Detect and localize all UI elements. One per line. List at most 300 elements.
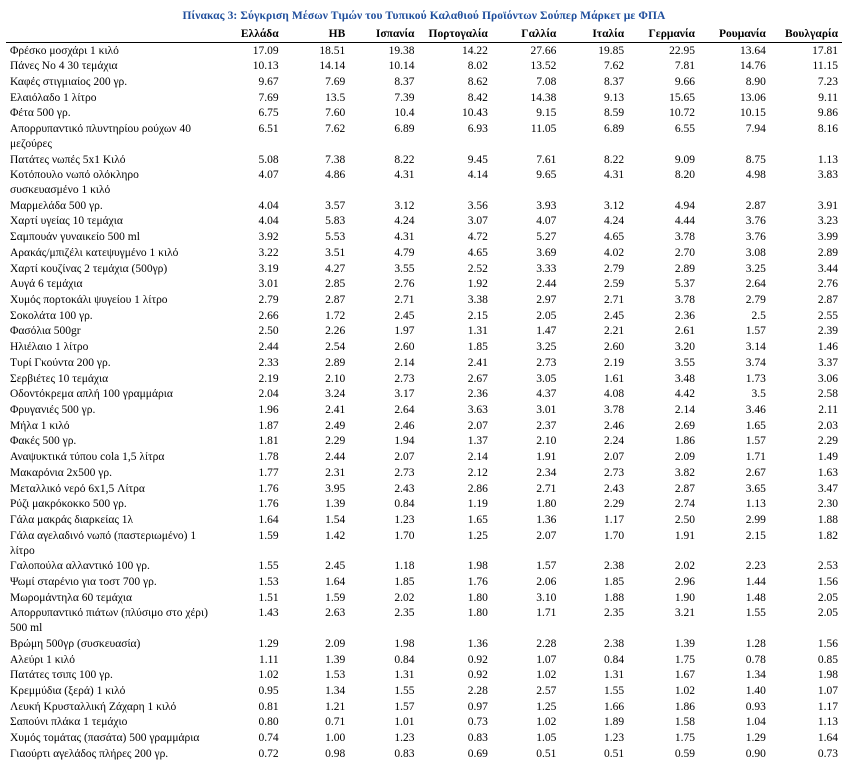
price-cell: 3.69 [492,245,560,261]
price-cell: 5.53 [283,230,350,246]
table-row [6,574,842,590]
price-cell: 1.77 [214,465,283,481]
price-cell: 0.73 [418,715,491,731]
price-cell: 1.71 [699,450,770,466]
price-cell: 2.44 [214,340,283,356]
price-cell: 1.19 [418,497,491,513]
product-name-cell: Αναψυκτικά τύπου cola 1,5 λίτρα [6,450,214,466]
price-cell: 2.85 [283,277,350,293]
price-cell: 2.57 [492,683,560,699]
price-cell: 1.57 [349,699,418,715]
price-cell: 4.44 [628,214,699,230]
price-cell: 1.42 [283,528,350,558]
price-cell: 2.46 [349,418,418,434]
price-cell: 2.14 [349,355,418,371]
product-name-cell: Ψωμί σταρένιο για τοστ 700 γρ. [6,574,214,590]
price-cell: 2.55 [770,308,842,324]
product-name-cell: Γαλοπούλα αλλαντικό 100 γρ. [6,559,214,575]
price-cell: 2.05 [492,308,560,324]
price-cell: 1.80 [492,497,560,513]
price-cell: 1.31 [418,324,491,340]
price-cell: 3.24 [283,387,350,403]
price-cell: 1.44 [699,574,770,590]
price-cell: 8.20 [628,168,699,198]
price-cell: 2.09 [628,450,699,466]
price-cell: 2.19 [214,371,283,387]
price-cell: 3.47 [770,481,842,497]
price-cell: 0.74 [214,731,283,747]
price-cell: 2.41 [283,403,350,419]
price-cell: 2.45 [560,308,628,324]
price-cell: 2.07 [349,450,418,466]
price-cell: 4.08 [560,387,628,403]
price-cell: 2.06 [492,574,560,590]
price-cell: 1.51 [214,590,283,606]
price-cell: 2.71 [560,293,628,309]
price-cell: 1.78 [214,450,283,466]
price-cell: 2.09 [283,636,350,652]
column-header-uk: ΗΒ [283,28,350,43]
price-cell: 2.60 [349,340,418,356]
price-cell: 8.16 [770,122,842,152]
price-cell: 1.34 [699,668,770,684]
price-cell: 1.34 [283,683,350,699]
price-cell: 0.84 [349,652,418,668]
table-body [6,43,842,762]
price-cell: 2.73 [349,465,418,481]
table-row [6,699,842,715]
table-row [6,340,842,356]
price-cell: 2.36 [418,387,491,403]
price-cell: 4.94 [628,198,699,214]
price-cell: 2.15 [418,308,491,324]
price-cell: 2.11 [770,403,842,419]
price-cell: 2.04 [214,387,283,403]
price-cell: 0.69 [418,746,491,762]
price-cell: 2.34 [492,465,560,481]
product-name-cell: Ελαιόλαδο 1 λίτρο [6,90,214,106]
price-cell: 2.87 [770,293,842,309]
price-cell: 14.14 [283,59,350,75]
price-cell: 5.83 [283,214,350,230]
price-cell: 2.53 [770,559,842,575]
price-cell: 1.76 [214,481,283,497]
price-cell: 0.85 [770,652,842,668]
price-cell: 0.83 [418,731,491,747]
price-cell: 2.33 [214,355,283,371]
price-cell: 6.89 [349,122,418,152]
price-cell: 1.56 [770,636,842,652]
price-cell: 1.13 [699,497,770,513]
price-cell: 1.88 [770,513,842,529]
price-cell: 1.18 [349,559,418,575]
price-cell: 1.64 [283,574,350,590]
product-name-cell: Βρώμη 500γρ (συσκευασία) [6,636,214,652]
table-row [6,528,842,558]
price-cell: 6.75 [214,106,283,122]
price-cell: 8.59 [560,106,628,122]
price-cell: 2.86 [418,481,491,497]
price-cell: 3.37 [770,355,842,371]
price-cell: 1.65 [699,418,770,434]
price-cell: 4.31 [560,168,628,198]
price-cell: 11.05 [492,122,560,152]
price-cell: 1.80 [418,606,491,636]
price-cell: 1.85 [560,574,628,590]
price-cell: 2.30 [770,497,842,513]
price-cell: 9.65 [492,168,560,198]
table-row [6,683,842,699]
price-cell: 6.89 [560,122,628,152]
price-cell: 2.37 [492,418,560,434]
price-cell: 2.38 [560,636,628,652]
price-cell: 5.37 [628,277,699,293]
price-cell: 1.36 [418,636,491,652]
price-cell: 2.35 [349,606,418,636]
price-cell: 3.46 [699,403,770,419]
price-cell: 1.29 [699,731,770,747]
price-cell: 1.00 [283,731,350,747]
product-name-cell: Γάλα μακράς διαρκείας 1λ [6,513,214,529]
price-cell: 1.01 [349,715,418,731]
price-cell: 4.04 [214,214,283,230]
page-title: Πίνακας 3: Σύγκριση Μέσων Τιμών του Τυπικού Καλαθιού Προϊόντων Σούπερ Μάρκετ με ΦΠΑ [6,10,842,22]
price-cell: 14.38 [492,90,560,106]
table-row [6,230,842,246]
price-cell: 2.89 [770,245,842,261]
price-cell: 2.07 [418,418,491,434]
price-cell: 19.38 [349,43,418,59]
price-cell: 4.02 [560,245,628,261]
price-cell: 3.93 [492,198,560,214]
price-cell: 2.99 [699,513,770,529]
price-cell: 7.38 [283,152,350,168]
price-cell: 2.46 [560,418,628,434]
price-cell: 1.61 [560,371,628,387]
price-cell: 7.69 [283,74,350,90]
price-cell: 0.81 [214,699,283,715]
column-header-item [6,28,214,43]
table-row [6,513,842,529]
product-name-cell: Χαρτί υγείας 10 τεμάχια [6,214,214,230]
table-row [6,293,842,309]
price-cell: 4.31 [349,168,418,198]
table-row [6,387,842,403]
price-cell: 2.67 [418,371,491,387]
column-header-bulgaria: Βουλγαρία [770,28,842,43]
product-name-cell: Πατάτες τσιπς 100 γρ. [6,668,214,684]
price-cell: 3.91 [770,198,842,214]
price-cell: 1.59 [283,590,350,606]
price-cell: 2.79 [560,261,628,277]
product-name-cell: Ρύζι μακρόκοκκο 500 γρ. [6,497,214,513]
price-cell: 3.12 [349,198,418,214]
column-header-spain: Ισπανία [349,28,418,43]
price-cell: 4.98 [699,168,770,198]
price-cell: 4.37 [492,387,560,403]
price-cell: 2.21 [560,324,628,340]
product-name-cell: Απορρυπαντικό πιάτων (πλύσιμο στο χέρι) 500 ml [6,606,214,636]
price-cell: 8.22 [349,152,418,168]
table-row [6,450,842,466]
table-row [6,324,842,340]
product-name-cell: Πάνες Νο 4 30 τεμάχια [6,59,214,75]
price-cell: 1.66 [560,699,628,715]
product-name-cell: Μαρμελάδα 500 γρ. [6,198,214,214]
price-cell: 2.59 [560,277,628,293]
price-cell: 3.01 [492,403,560,419]
price-cell: 9.67 [214,74,283,90]
price-cell: 7.23 [770,74,842,90]
price-cell: 1.29 [214,636,283,652]
product-name-cell: Τυρί Γκούντα 200 γρ. [6,355,214,371]
price-comparison-table [6,28,842,762]
price-cell: 1.23 [560,731,628,747]
price-cell: 13.64 [699,43,770,59]
price-cell: 15.65 [628,90,699,106]
price-cell: 1.58 [628,715,699,731]
price-cell: 4.04 [214,198,283,214]
price-cell: 3.51 [283,245,350,261]
price-cell: 2.87 [699,198,770,214]
product-name-cell: Μήλα 1 κιλό [6,418,214,434]
price-cell: 2.69 [628,418,699,434]
price-cell: 1.56 [770,574,842,590]
price-cell: 3.78 [628,230,699,246]
product-name-cell: Σαπούνι πλάκα 1 τεμάχιο [6,715,214,731]
price-cell: 3.57 [283,198,350,214]
product-name-cell: Σερβιέτες 10 τεμάχια [6,371,214,387]
price-cell: 2.70 [628,245,699,261]
product-name-cell: Αλεύρι 1 κιλό [6,652,214,668]
price-cell: 2.73 [560,465,628,481]
price-cell: 2.39 [770,324,842,340]
column-header-portugal: Πορτογαλία [418,28,491,43]
price-cell: 3.38 [418,293,491,309]
price-cell: 2.64 [349,403,418,419]
price-cell: 0.93 [699,699,770,715]
price-cell: 2.79 [214,293,283,309]
price-cell: 3.82 [628,465,699,481]
price-cell: 2.44 [283,450,350,466]
table-row [6,590,842,606]
price-cell: 4.24 [560,214,628,230]
table-row [6,261,842,277]
price-cell: 1.55 [560,683,628,699]
price-cell: 1.31 [349,668,418,684]
price-cell: 7.62 [283,122,350,152]
price-cell: 1.25 [418,528,491,558]
price-cell: 1.94 [349,434,418,450]
price-cell: 3.74 [699,355,770,371]
price-cell: 1.28 [699,636,770,652]
price-cell: 8.02 [418,59,491,75]
price-cell: 3.78 [560,403,628,419]
price-cell: 2.71 [349,293,418,309]
price-cell: 2.24 [560,434,628,450]
price-cell: 3.76 [699,230,770,246]
price-cell: 2.38 [560,559,628,575]
price-cell: 1.98 [418,559,491,575]
price-cell: 2.03 [770,418,842,434]
price-cell: 1.57 [699,324,770,340]
price-cell: 2.45 [349,308,418,324]
price-cell: 1.39 [283,497,350,513]
product-name-cell: Χυμός τομάτας (πασάτα) 500 γραμμάρια [6,731,214,747]
price-cell: 2.44 [492,277,560,293]
price-cell: 1.71 [492,606,560,636]
price-cell: 1.47 [492,324,560,340]
price-cell: 1.17 [560,513,628,529]
table-row [6,308,842,324]
product-name-cell: Μωρομάντηλα 60 τεμάχια [6,590,214,606]
price-cell: 1.48 [699,590,770,606]
price-cell: 9.09 [628,152,699,168]
price-cell: 1.76 [418,574,491,590]
price-cell: 3.17 [349,387,418,403]
price-cell: 8.75 [699,152,770,168]
price-cell: 1.98 [349,636,418,652]
price-cell: 1.13 [770,152,842,168]
product-name-cell: Καφές στιγμιαίος 200 γρ. [6,74,214,90]
price-cell: 2.71 [492,481,560,497]
table-row [6,668,842,684]
price-cell: 13.52 [492,59,560,75]
price-cell: 1.91 [628,528,699,558]
table-row [6,371,842,387]
product-name-cell: Φέτα 500 γρ. [6,106,214,122]
price-cell: 2.60 [560,340,628,356]
price-cell: 1.98 [770,668,842,684]
price-cell: 1.17 [770,699,842,715]
price-cell: 2.97 [492,293,560,309]
price-cell: 2.43 [560,481,628,497]
price-cell: 1.96 [214,403,283,419]
price-cell: 3.44 [770,261,842,277]
price-cell: 2.67 [699,465,770,481]
price-cell: 8.42 [418,90,491,106]
price-cell: 2.05 [770,590,842,606]
price-cell: 9.11 [770,90,842,106]
price-cell: 3.19 [214,261,283,277]
product-name-cell: Λευκή Κρυσταλλική Ζάχαρη 1 κιλό [6,699,214,715]
table-row [6,43,842,59]
price-cell: 2.76 [349,277,418,293]
price-cell: 3.95 [283,481,350,497]
price-cell: 2.07 [492,528,560,558]
price-cell: 3.07 [418,214,491,230]
price-cell: 10.43 [418,106,491,122]
product-name-cell: Κοτόπουλο νωπό ολόκληρο συσκευασμένο 1 κιλό [6,168,214,198]
product-name-cell: Μακαρόνια 2x500 γρ. [6,465,214,481]
price-cell: 8.90 [699,74,770,90]
price-cell: 3.63 [418,403,491,419]
price-cell: 7.69 [214,90,283,106]
price-cell: 1.67 [628,668,699,684]
price-cell: 0.98 [283,746,350,762]
column-header-italy: Ιταλία [560,28,628,43]
price-cell: 2.73 [492,355,560,371]
price-cell: 1.11 [214,652,283,668]
table-row [6,746,842,762]
price-cell: 0.51 [560,746,628,762]
price-cell: 2.76 [770,277,842,293]
price-cell: 1.70 [560,528,628,558]
price-cell: 7.81 [628,59,699,75]
price-cell: 3.01 [214,277,283,293]
table-row [6,465,842,481]
price-cell: 9.66 [628,74,699,90]
price-cell: 3.5 [699,387,770,403]
table-row [6,74,842,90]
price-cell: 2.14 [418,450,491,466]
product-name-cell: Φρέσκο μοσχάρι 1 κιλό [6,43,214,59]
price-cell: 2.73 [349,371,418,387]
price-cell: 1.43 [214,606,283,636]
product-name-cell: Μεταλλικό νερό 6x1,5 Λίτρα [6,481,214,497]
price-cell: 3.78 [628,293,699,309]
price-cell: 3.25 [699,261,770,277]
price-cell: 1.75 [628,731,699,747]
price-cell: 2.15 [699,528,770,558]
price-cell: 2.58 [770,387,842,403]
product-name-cell: Φρυγανιές 500 γρ. [6,403,214,419]
price-cell: 1.37 [418,434,491,450]
price-cell: 4.65 [418,245,491,261]
price-cell: 2.63 [283,606,350,636]
price-cell: 3.10 [492,590,560,606]
price-cell: 6.55 [628,122,699,152]
price-cell: 7.94 [699,122,770,152]
price-cell: 1.21 [283,699,350,715]
price-cell: 2.96 [628,574,699,590]
product-name-cell: Αυγά 6 τεμάχια [6,277,214,293]
table-row [6,198,842,214]
table-row [6,731,842,747]
price-cell: 2.02 [628,559,699,575]
product-name-cell: Γάλα αγελαδινό νωπό (παστεριωμένο) 1 λίτρο [6,528,214,558]
price-cell: 0.73 [770,746,842,762]
price-cell: 14.22 [418,43,491,59]
column-header-germany: Γερμανία [628,28,699,43]
price-cell: 3.06 [770,371,842,387]
price-cell: 10.14 [349,59,418,75]
product-name-cell: Πατάτες νωπές 5x1 Κιλό [6,152,214,168]
price-cell: 1.91 [492,450,560,466]
price-cell: 2.89 [283,355,350,371]
price-cell: 1.36 [492,513,560,529]
price-cell: 3.20 [628,340,699,356]
price-cell: 1.87 [214,418,283,434]
price-cell: 9.86 [770,106,842,122]
price-cell: 2.50 [214,324,283,340]
price-cell: 3.76 [699,214,770,230]
price-cell: 2.66 [214,308,283,324]
price-cell: 2.5 [699,308,770,324]
price-cell: 10.13 [214,59,283,75]
table-row [6,481,842,497]
price-cell: 4.72 [418,230,491,246]
price-cell: 9.13 [560,90,628,106]
price-cell: 2.50 [628,513,699,529]
table-row [6,122,842,152]
price-cell: 7.60 [283,106,350,122]
price-cell: 1.64 [214,513,283,529]
product-name-cell: Ηλιέλαιο 1 λίτρο [6,340,214,356]
price-cell: 1.64 [770,731,842,747]
price-cell: 0.71 [283,715,350,731]
price-cell: 7.61 [492,152,560,168]
